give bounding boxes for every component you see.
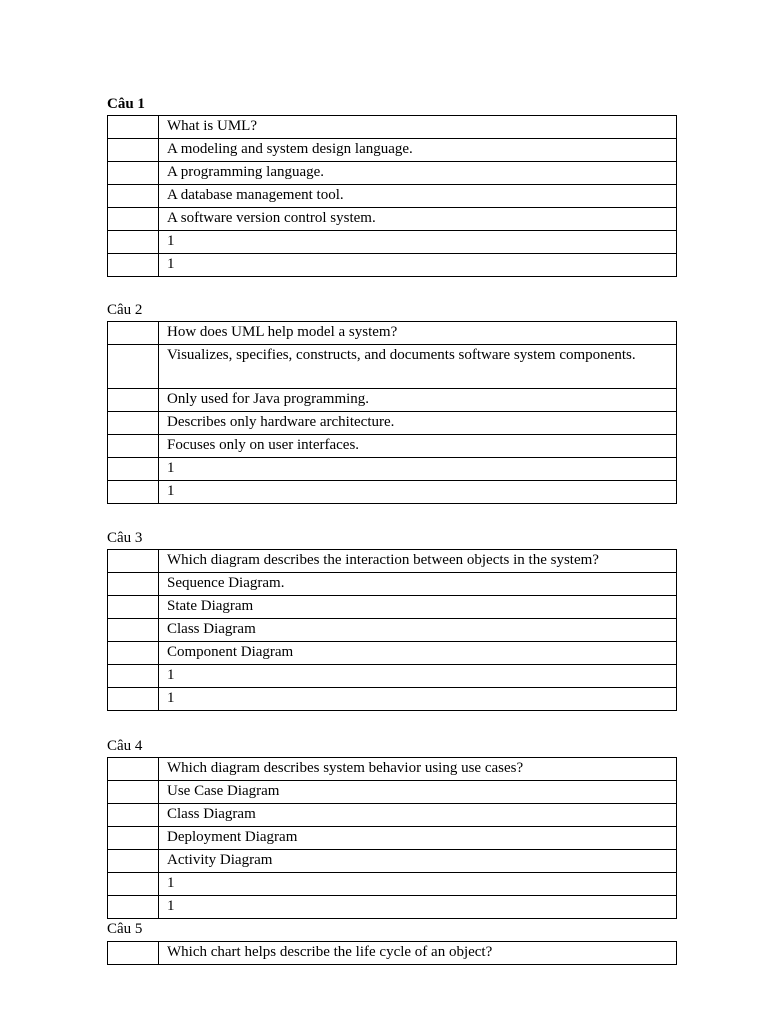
question-label: Câu 5 xyxy=(107,921,143,937)
table-row xyxy=(108,573,677,596)
table-row xyxy=(108,116,677,139)
table-row xyxy=(108,781,677,804)
table-row xyxy=(108,642,677,665)
table-row xyxy=(108,208,677,231)
answer-option: Activity Diagram xyxy=(159,850,677,873)
question-text: How does UML help model a system? xyxy=(159,322,677,345)
table-row xyxy=(108,850,677,873)
answer-option: A database management tool. xyxy=(159,185,677,208)
question-text: Which diagram describes system behavior using use cases? xyxy=(159,758,677,781)
table-row xyxy=(108,827,677,850)
answer-option: Visualizes, specifies, constructs, and documents software system components. xyxy=(159,345,677,389)
answer-option: Component Diagram xyxy=(159,642,677,665)
question-label: Câu 1 xyxy=(107,96,145,112)
answer-option: State Diagram xyxy=(159,596,677,619)
table-row xyxy=(108,942,677,965)
answer-option: Describes only hardware architecture. xyxy=(159,412,677,435)
question-table xyxy=(107,757,677,919)
table-row xyxy=(108,389,677,412)
answer-option: Class Diagram xyxy=(159,619,677,642)
table-row xyxy=(108,231,677,254)
question-label: Câu 3 xyxy=(107,530,143,546)
answer-key: 1 xyxy=(159,458,677,481)
answer-option: A software version control system. xyxy=(159,208,677,231)
answer-key: 1 xyxy=(159,873,677,896)
question-table xyxy=(107,321,677,504)
answer-option: Only used for Java programming. xyxy=(159,389,677,412)
answer-key: 1 xyxy=(159,665,677,688)
table-row xyxy=(108,873,677,896)
table-row xyxy=(108,550,677,573)
answer-option: Sequence Diagram. xyxy=(159,573,677,596)
table-row xyxy=(108,896,677,919)
score: 1 xyxy=(159,688,677,711)
table-row xyxy=(108,596,677,619)
table-row xyxy=(108,254,677,277)
table-row xyxy=(108,458,677,481)
table-row xyxy=(108,481,677,504)
question-text: Which chart helps describe the life cycle of an object? xyxy=(159,942,677,965)
table-row xyxy=(108,619,677,642)
table-row xyxy=(108,758,677,781)
table-row xyxy=(108,435,677,458)
table-row xyxy=(108,322,677,345)
score: 1 xyxy=(159,254,677,277)
score: 1 xyxy=(159,481,677,504)
answer-option: Use Case Diagram xyxy=(159,781,677,804)
answer-key: 1 xyxy=(159,231,677,254)
table-row xyxy=(108,345,677,389)
question-table xyxy=(107,941,677,965)
question-label: Câu 4 xyxy=(107,738,143,754)
question-table xyxy=(107,549,677,711)
answer-option: Focuses only on user interfaces. xyxy=(159,435,677,458)
question-text: Which diagram describes the interaction between objects in the system? xyxy=(159,550,677,573)
answer-option: Deployment Diagram xyxy=(159,827,677,850)
table-row xyxy=(108,412,677,435)
table-row xyxy=(108,688,677,711)
answer-option: A modeling and system design language. xyxy=(159,139,677,162)
question-label: Câu 2 xyxy=(107,302,143,318)
table-row xyxy=(108,665,677,688)
table-row xyxy=(108,804,677,827)
table-row xyxy=(108,185,677,208)
table-row xyxy=(108,162,677,185)
answer-option: Class Diagram xyxy=(159,804,677,827)
table-row xyxy=(108,139,677,162)
question-table xyxy=(107,115,677,277)
score: 1 xyxy=(159,896,677,919)
answer-option: A programming language. xyxy=(159,162,677,185)
question-text: What is UML? xyxy=(159,116,677,139)
